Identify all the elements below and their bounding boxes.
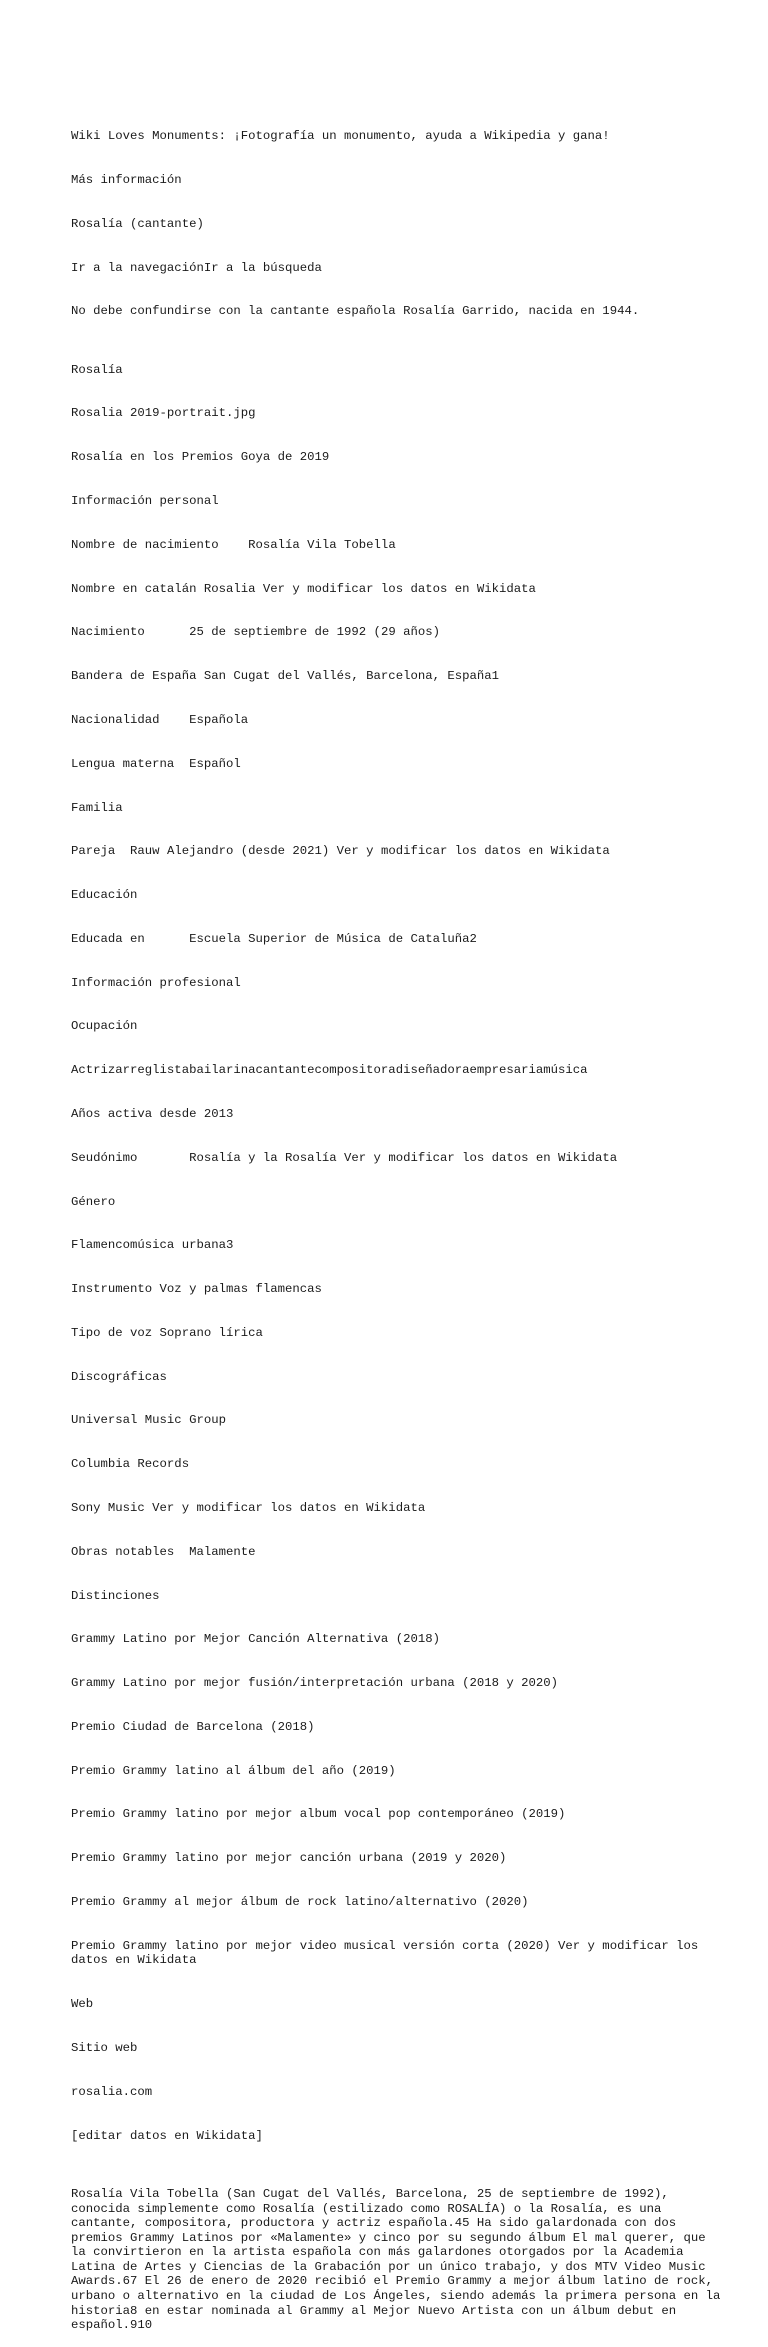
infobox-award[interactable]: Premio Grammy latino al álbum del año (2019) — [71, 1763, 396, 1778]
infobox-years-active: Años activa desde 2013 — [71, 1106, 234, 1121]
infobox-mother-tongue: Lengua materna Español — [71, 756, 241, 771]
jump-links[interactable]: Ir a la navegaciónIr a la búsqueda — [71, 260, 322, 275]
infobox-educated-at: Educada en Escuela Superior de Música de Cataluña2 — [71, 931, 477, 946]
infobox-voice-type: Tipo de voz Soprano lírica — [71, 1325, 263, 1340]
infobox-instrument: Instrumento Voz y palmas flamencas — [71, 1282, 322, 1297]
infobox-image-caption: Rosalía en los Premios Goya de 2019 — [71, 450, 330, 465]
campaign-banner-link[interactable]: Wiki Loves Monuments: ¡Fotografía un monumento, ayuda a Wikipedia y gana! — [71, 129, 610, 144]
more-info-link[interactable]: Más información — [71, 172, 182, 187]
infobox-label-sony[interactable]: Sony Music Ver y modificar los datos en Wikidata — [71, 1501, 426, 1515]
infobox-nationality: Nacionalidad Española — [71, 712, 249, 727]
infobox-genre-value: Flamencomúsica urbana3 — [71, 1238, 234, 1253]
intro-paragraph: Rosalía Vila Tobella (San Cugat del Vallés, Barcelona, 25 de septiembre de 1992), conocida simplemente como Rosalía (estilizado como ROSALÍA) o la Rosalía, es una cantante, compositora, productora y actriz española.45 Ha sido galardonada con dos premios Grammy Latinos por «Malamente» y cinco por su segundo álbum El mal querer, que la convirtieron en la artista española con más galardones otorgados por la Academia Latina de Artes y Ciencias de la Grabación por un único trabajo, y dos MTV Video Music Awards.67 El 26 de enero de 2020 recibió el Premio Grammy a mejor álbum latino de rock, urbano o alternativo en la ciudad de Los Ángeles, siendo además la primera persona en la historia8 en estar nominada al Grammy al Mejor Nuevo Artista con un álbum debut en español.910 — [71, 2186, 728, 2333]
infobox-award[interactable]: Premio Grammy al mejor álbum de rock latino/alternativo (2020) — [71, 1895, 529, 1910]
infobox-award[interactable]: Grammy Latino por Mejor Canción Alternativa (2018) — [71, 1632, 440, 1647]
infobox-label-columbia[interactable]: Columbia Records — [71, 1457, 190, 1472]
infobox-partner: Pareja Rauw Alejandro (desde 2021) Ver y modificar los datos en Wikidata — [71, 844, 610, 859]
infobox-label-universal[interactable]: Universal Music Group — [71, 1413, 226, 1428]
infobox-award[interactable]: Premio Grammy latino por mejor album vocal pop contemporáneo (2019) — [71, 1807, 566, 1822]
infobox-awards-heading: Distinciones — [71, 1588, 160, 1603]
infobox-website-label: Sitio web — [71, 2040, 138, 2055]
infobox-award[interactable]: Grammy Latino por mejor fusión/interpretación urbana (2018 y 2020) — [71, 1676, 559, 1691]
page-title: Rosalía (cantante) — [71, 216, 204, 231]
infobox-award[interactable]: Premio Ciudad de Barcelona (2018) — [71, 1719, 315, 1734]
infobox-birthplace: Bandera de España San Cugat del Vallés, Barcelona, España1 — [71, 669, 500, 684]
infobox-pseudonym: Seudónimo Rosalía y la Rosalía Ver y modificar los datos en Wikidata — [71, 1150, 618, 1165]
infobox-notable-works: Obras notables Malamente — [71, 1544, 256, 1559]
infobox-occupation-value: Actrizarreglistabailarinacantantecompositoradiseñadoraempresariamúsica — [71, 1063, 588, 1078]
infobox-family-heading: Familia — [71, 800, 123, 815]
article-text — [71, 100, 728, 2347]
infobox-professional-heading: Información profesional — [71, 975, 241, 990]
infobox-genre-label: Género — [71, 1194, 116, 1209]
infobox-website-link[interactable]: rosalia.com — [71, 2084, 153, 2099]
infobox-education-heading: Educación — [71, 888, 138, 903]
infobox-labels-heading: Discográficas — [71, 1369, 167, 1384]
infobox-name: Rosalía — [71, 362, 123, 377]
infobox-personal-heading: Información personal — [71, 494, 219, 509]
infobox-birth: Nacimiento 25 de septiembre de 1992 (29 años) — [71, 625, 440, 640]
infobox-award[interactable]: Premio Grammy latino por mejor canción urbana (2019 y 2020) — [71, 1851, 507, 1866]
hatnote: No debe confundirse con la cantante española Rosalía Garrido, nacida en 1944. — [71, 304, 640, 319]
infobox-catalan-name: Nombre en catalán Rosalia Ver y modificar los datos en Wikidata — [71, 581, 536, 596]
infobox-web-heading: Web — [71, 1997, 94, 2012]
infobox-birth-name: Nombre de nacimiento Rosalía Vila Tobella — [71, 537, 396, 552]
infobox-occupation-label: Ocupación — [71, 1019, 138, 1034]
infobox-image-file[interactable]: Rosalia 2019-portrait.jpg — [71, 406, 256, 421]
edit-wikidata-link[interactable]: [editar datos en Wikidata] — [71, 2128, 263, 2143]
infobox-award[interactable]: Premio Grammy latino por mejor video musical versión corta (2020) Ver y modificar los datos en Wikidata — [71, 1938, 706, 1968]
